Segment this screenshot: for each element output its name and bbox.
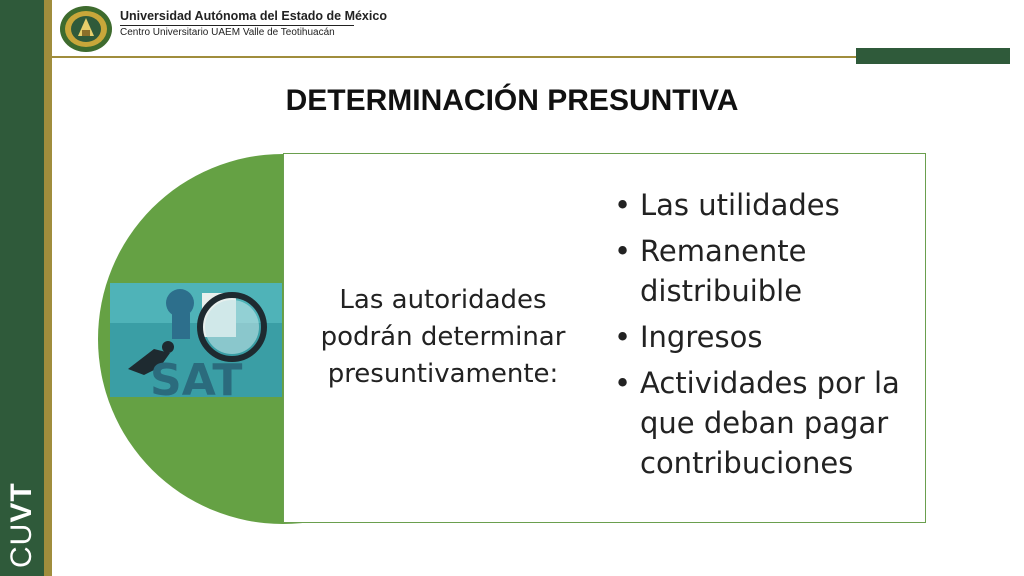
sat-magnifier-illustration bbox=[110, 283, 282, 397]
list-item-text: Actividades por la que deban pagar contribuciones bbox=[640, 366, 900, 480]
slide-title: DETERMINACIÓN PRESUNTIVA bbox=[285, 84, 739, 117]
header-accent-bar bbox=[856, 48, 1010, 64]
card-lead-text: Las autoridades podrán determinar presuntivamente: bbox=[320, 285, 566, 389]
header-rule bbox=[52, 56, 856, 58]
list-item-text: Remanente distribuible bbox=[640, 234, 807, 308]
bullet-icon: • bbox=[614, 366, 632, 400]
list-item bbox=[612, 231, 922, 311]
campus-acronym-bold: VT bbox=[5, 482, 38, 523]
list-item-text: Ingresos bbox=[640, 320, 763, 354]
campus-acronym-light: CU bbox=[5, 522, 38, 568]
university-name: Universidad Autónoma del Estado de México bbox=[120, 9, 387, 23]
list-item bbox=[612, 363, 922, 483]
list-item bbox=[612, 317, 922, 357]
bullet-icon: • bbox=[614, 320, 632, 354]
campus-acronym bbox=[2, 482, 42, 568]
left-side-stripe bbox=[44, 0, 52, 576]
bullet-icon: • bbox=[614, 234, 632, 268]
list-item-text: Las utilidades bbox=[640, 188, 840, 222]
bullet-list bbox=[612, 185, 922, 489]
campus-name: Centro Universitario UAEM Valle de Teotihuacán bbox=[120, 27, 335, 38]
list-item bbox=[612, 185, 922, 225]
sat-watermark-text: SAT bbox=[150, 355, 243, 397]
bullet-icon: • bbox=[614, 188, 632, 222]
university-underline bbox=[120, 25, 354, 26]
university-seal-icon bbox=[58, 4, 114, 54]
